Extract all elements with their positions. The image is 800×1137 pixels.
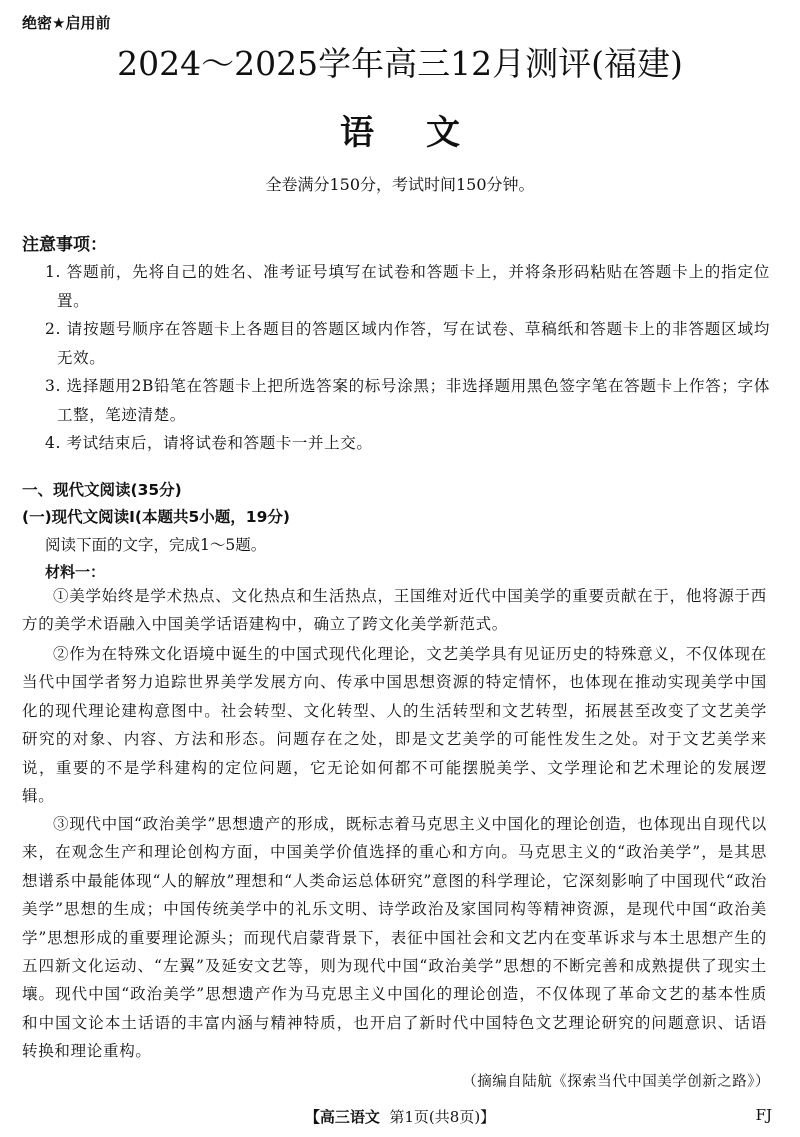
notice-title: 注意事项： (22, 235, 107, 255)
source-citation: （摘编自陆航《探索当代中国美学创新之路》） (462, 1074, 770, 1090)
footer-subject: 【高三语文 (304, 1108, 380, 1126)
notice-item: 3. 选择题用2B铅笔在答题卡上把所选答案的标号涂黑；非选择题用黑色签字笔在答题卡上作答；字体工整，笔迹清楚。 (45, 377, 770, 424)
paragraph-2: ②作为在特殊文化语境中诞生的中国式现代化理论，文艺美学具有见证历史的特殊意义，不仅体现在当代中国学者努力追踪世界美学发展方向、传承中国思想资源的特定情怀，也体现在推动实现美学中国化的现代理论建构意图中。社会转型、文化转型、人的生活转型和文艺转型，拓展甚至改变了文艺美学研究的对象、内容、方法和形态。问题存在之处，即是文艺美学的可能性发生之处。对于文艺美学来说，重要的不是学科建构的定位问题，它无论如何都不可能摆脱美学、文学理论和艺术理论的发展逻辑。 (22, 645, 767, 806)
score-info: 全卷满分150分，考试时间150分钟。 (265, 175, 535, 194)
footer-page-info: 第1页(共8页)】 (389, 1108, 496, 1126)
section-heading: 一、现代文阅读(35分) (22, 481, 182, 499)
subsection-heading: (一)现代文阅读Ⅰ(本题共5小题，19分) (22, 508, 290, 526)
exam-title: 2024～2025学年高三12月测评(福建) (117, 44, 683, 83)
notice-item: 1. 答题前，先将自己的姓名、准考证号填写在试卷和答题卡上，并将条形码粘贴在答题卡上的指定位置。 (45, 263, 770, 310)
paragraph-1: ①美学始终是学术热点、文化热点和生活热点，王国维对近代中国美学的重要贡献在于，他将源于西方的美学术语融入中国美学话语建构中，确立了跨文化美学新范式。 (22, 587, 767, 634)
confidential-label: 绝密★启用前 (22, 14, 111, 32)
notice-list (45, 258, 770, 458)
reading-instruction: 阅读下面的文字，完成1～5题。 (45, 536, 267, 554)
paragraph-3: ③现代中国“政治美学”思想遗产的形成，既标志着马克思主义中国化的理论创造，也体现出自现代以来，在观念生产和理论创构方面，中国美学价值选择的重心和方向。马克思主义的“政治美学”，是其思想谱系中最能体现“人的解放”理想和“人类命运总体研究”意图的科学理论，它深刻影响了中国现代“政治美学”思想的生成；中国传统美学中的礼乐文明、诗学政治及家国同构等精神资源，是现代中国“政治美学”思想形成的重要理论源头；而现代启蒙背景下，表征中国社会和文艺内在变革诉求与本土思想产生的五四新文化运动、“左翼”及延安文艺等，则为现代中国“政治美学”思想的不断完善和成熟提供了现实土壤。现代中国“政治美学”思想遗产作为马克思主义中国化的理论创造，不仅体现了革命文艺的基本性质和中国文论本土话语的丰富内涵与精神特质，也开启了新时代中国特色文艺理论研究的问题意识、话语转换和理论重构。 (22, 815, 767, 1061)
material-label: 材料一： (45, 563, 106, 581)
subject-title: 语文 (340, 113, 512, 153)
region-code: FJ (755, 1106, 772, 1124)
notice-item: 2. 请按题号顺序在答题卡上各题目的答题区域内作答，写在试卷、草稿纸和答题卡上的非答题区域均无效。 (45, 320, 770, 367)
page-footer (0, 1106, 800, 1127)
notice-item: 4. 考试结束后，请将试卷和答题卡一并上交。 (45, 434, 373, 452)
